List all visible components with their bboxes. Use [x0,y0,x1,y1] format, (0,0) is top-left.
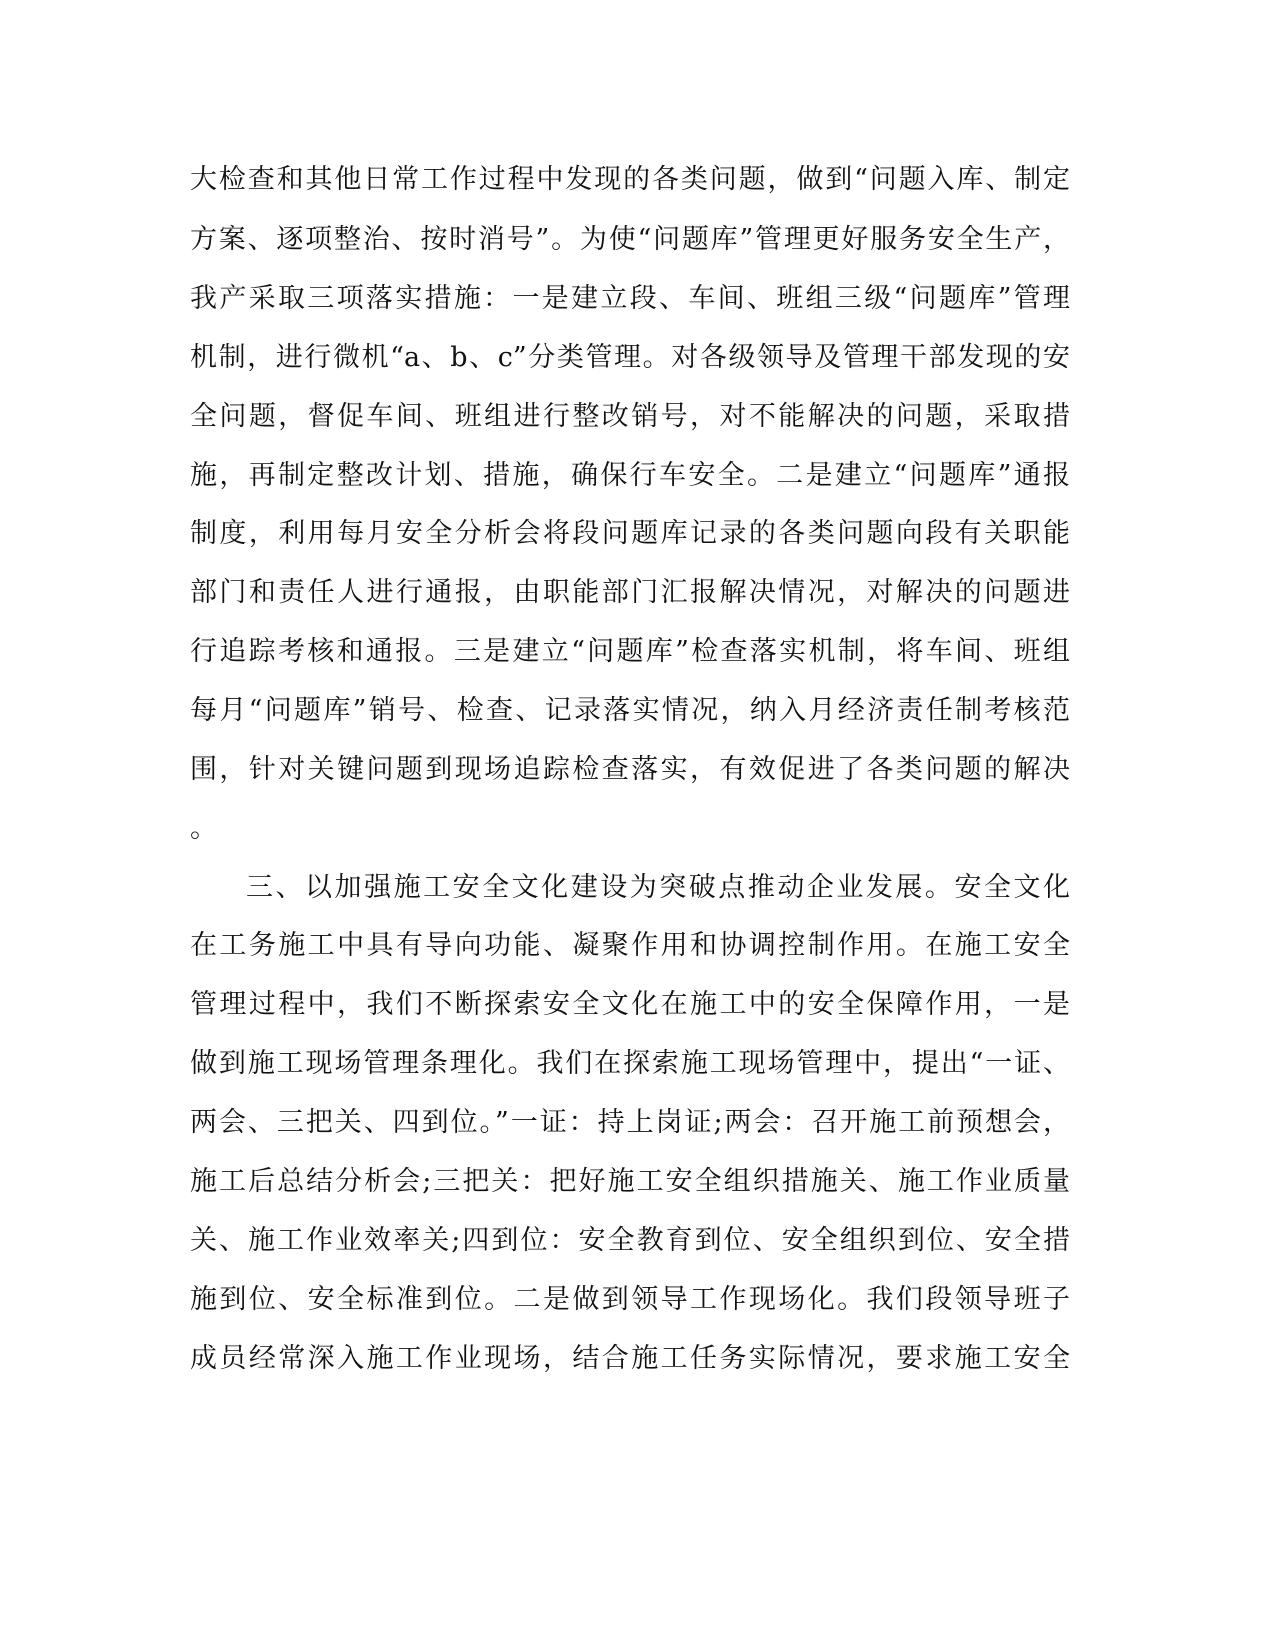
text-line: 全问题，督促车间、班组进行整改销号，对不能解决的问题，采取措 [190,401,1070,432]
text-line: 。 [190,813,217,844]
text-line: 成员经常深入施工作业现场，结合施工任务实际情况，要求施工安全 [190,1343,1070,1374]
text-line: 机制，进行微机“a、b、c”分类管理。对各级领导及管理干部发现的安 [190,342,1070,373]
text-line: 行追踪考核和通报。三是建立“问题库”检查落实机制，将车间、班组 [190,636,1070,667]
text-line: 方案、逐项整治、按时消号”。为使“问题库”管理更好服务安全生产， [190,224,1070,255]
text-line: 每月“问题库”销号、检查、记录落实情况，纳入月经济责任制考核范 [190,695,1070,726]
text-line: 在工务施工中具有导向功能、凝聚作用和协调控制作用。在施工安全 [190,930,1070,961]
text-line: 我产采取三项落实措施：一是建立段、车间、班组三级“问题库”管理 [190,283,1070,314]
paragraph-first-line: 三、以加强施工安全文化建设为突破点推动企业发展。安全文化 [246,872,1070,903]
text-line: 围，针对关键问题到现场追踪检查落实，有效促进了各类问题的解决 [190,754,1070,785]
text-line: 两会、三把关、四到位。”一证：持上岗证;两会：召开施工前预想会， [190,1107,1070,1138]
text-line: 大检查和其他日常工作过程中发现的各类问题，做到“问题入库、制定 [190,164,1070,195]
text-line: 关、施工作业效率关;四到位：安全教育到位、安全组织到位、安全措 [190,1225,1070,1256]
text-line: 制度，利用每月安全分析会将段问题库记录的各类问题向段有关职能 [190,518,1070,549]
text-line: 管理过程中，我们不断探索安全文化在施工中的安全保障作用，一是 [190,989,1070,1020]
text-line: 部门和责任人进行通报，由职能部门汇报解决情况，对解决的问题进 [190,577,1070,608]
text-line: 施，再制定整改计划、措施，确保行车安全。二是建立“问题库”通报 [190,460,1070,491]
text-line: 做到施工现场管理条理化。我们在探索施工现场管理中，提出“一证、 [190,1048,1070,1079]
text-line: 施工后总结分析会;三把关：把好施工安全组织措施关、施工作业质量 [190,1166,1070,1197]
text-line: 施到位、安全标准到位。二是做到领导工作现场化。我们段领导班子 [190,1284,1070,1315]
